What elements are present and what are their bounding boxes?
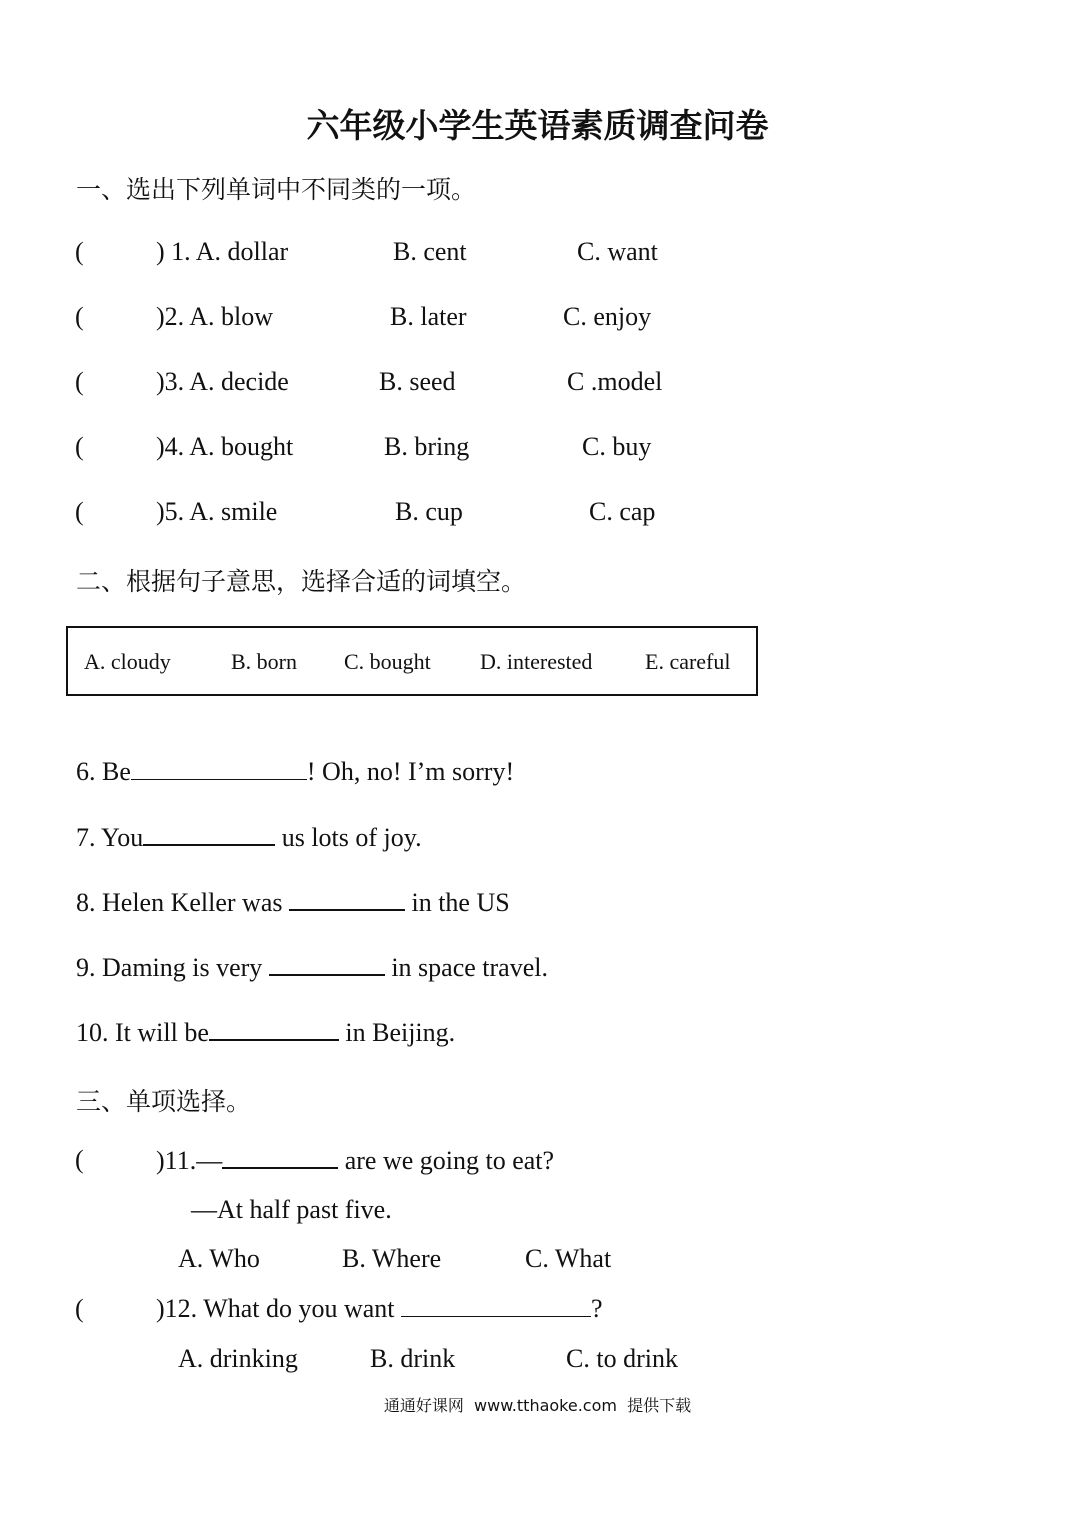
answer-paren: (	[75, 1145, 84, 1174]
item-option-a: )5. A. smile	[156, 497, 278, 526]
item-option-c: C .model	[567, 367, 663, 396]
word-bank-item: C. bought	[344, 649, 431, 674]
section-2-heading: 二、根据句子意思，选择合适的词填空。	[76, 567, 527, 596]
stem-start: )11.—	[156, 1146, 223, 1175]
item-option-a: )4. A. bought	[156, 432, 294, 461]
item-option-b: B. cup	[395, 497, 463, 526]
answer-blank[interactable]	[401, 1294, 591, 1317]
question-12-stem	[156, 1294, 603, 1324]
sentence-end: us lots of joy.	[275, 823, 422, 852]
sentence-start: 7. You	[76, 823, 144, 852]
fill-sentence	[76, 822, 422, 853]
item-option-a: )3. A. decide	[156, 367, 289, 396]
item-option-c: C. want	[577, 237, 658, 266]
footer-credit: 通通好课网 www.tthaoke.com 提供下载	[383, 1396, 692, 1415]
sentence-end: in space travel.	[384, 953, 548, 982]
word-bank-item: D. interested	[480, 649, 593, 674]
page-title: 六年级小学生英语素质调查问卷	[306, 106, 769, 145]
word-bank-item: E. careful	[645, 649, 731, 674]
stem-start: )12. What do you want	[156, 1294, 402, 1323]
answer-blank[interactable]	[131, 757, 307, 780]
option-a: A. Who	[178, 1244, 260, 1273]
option-c: C. to drink	[566, 1344, 678, 1373]
sentence-start: 9. Daming is very	[76, 953, 269, 982]
option-a: A. drinking	[178, 1344, 298, 1373]
answer-paren: (	[75, 497, 84, 526]
sentence-start: 6. Be	[76, 757, 131, 786]
answer-blank[interactable]	[209, 1017, 339, 1041]
stem-end: are we going to eat?	[338, 1146, 555, 1175]
option-c: C. What	[525, 1244, 612, 1273]
item-option-c: C. buy	[582, 432, 652, 461]
answer-blank[interactable]	[269, 952, 385, 976]
question-11-answer: —At half past five.	[191, 1195, 392, 1224]
stem-end: ?	[591, 1294, 603, 1323]
item-option-b: B. bring	[384, 432, 470, 461]
fill-sentence	[76, 1017, 455, 1048]
item-option-a: )2. A. blow	[156, 302, 273, 331]
word-bank-item: B. born	[231, 649, 297, 674]
answer-paren: (	[75, 367, 84, 396]
sentence-end: ! Oh, no! I’m sorry!	[306, 757, 515, 786]
section-3-heading: 三、单项选择。	[76, 1087, 252, 1116]
item-option-c: C. enjoy	[563, 302, 652, 331]
sentence-end: in the US	[404, 888, 510, 917]
section-1-heading: 一、选出下列单词中不同类的一项。	[76, 175, 477, 204]
answer-blank[interactable]	[222, 1145, 338, 1169]
fill-sentence	[76, 757, 514, 787]
sentence-start: 8. Helen Keller was	[76, 888, 289, 917]
answer-blank[interactable]	[289, 887, 405, 911]
answer-blank[interactable]	[143, 822, 275, 846]
item-option-c: C. cap	[589, 497, 656, 526]
sentence-start: 10. It will be	[76, 1018, 209, 1047]
answer-paren: (	[75, 302, 84, 331]
item-option-b: B. later	[390, 302, 467, 331]
answer-paren: (	[75, 237, 84, 266]
item-option-b: B. cent	[393, 237, 467, 266]
item-option-b: B. seed	[379, 367, 456, 396]
question-11-stem	[156, 1145, 554, 1176]
answer-paren: (	[75, 432, 84, 461]
item-option-a: ) 1. A. dollar	[156, 237, 289, 266]
fill-sentence	[76, 887, 510, 918]
answer-paren: (	[75, 1294, 84, 1323]
fill-sentence	[76, 952, 548, 983]
word-bank-box	[66, 626, 758, 696]
word-bank-item: A. cloudy	[84, 649, 171, 674]
option-b: B. drink	[370, 1344, 456, 1373]
option-b: B. Where	[342, 1244, 442, 1273]
sentence-end: in Beijing.	[338, 1018, 456, 1047]
